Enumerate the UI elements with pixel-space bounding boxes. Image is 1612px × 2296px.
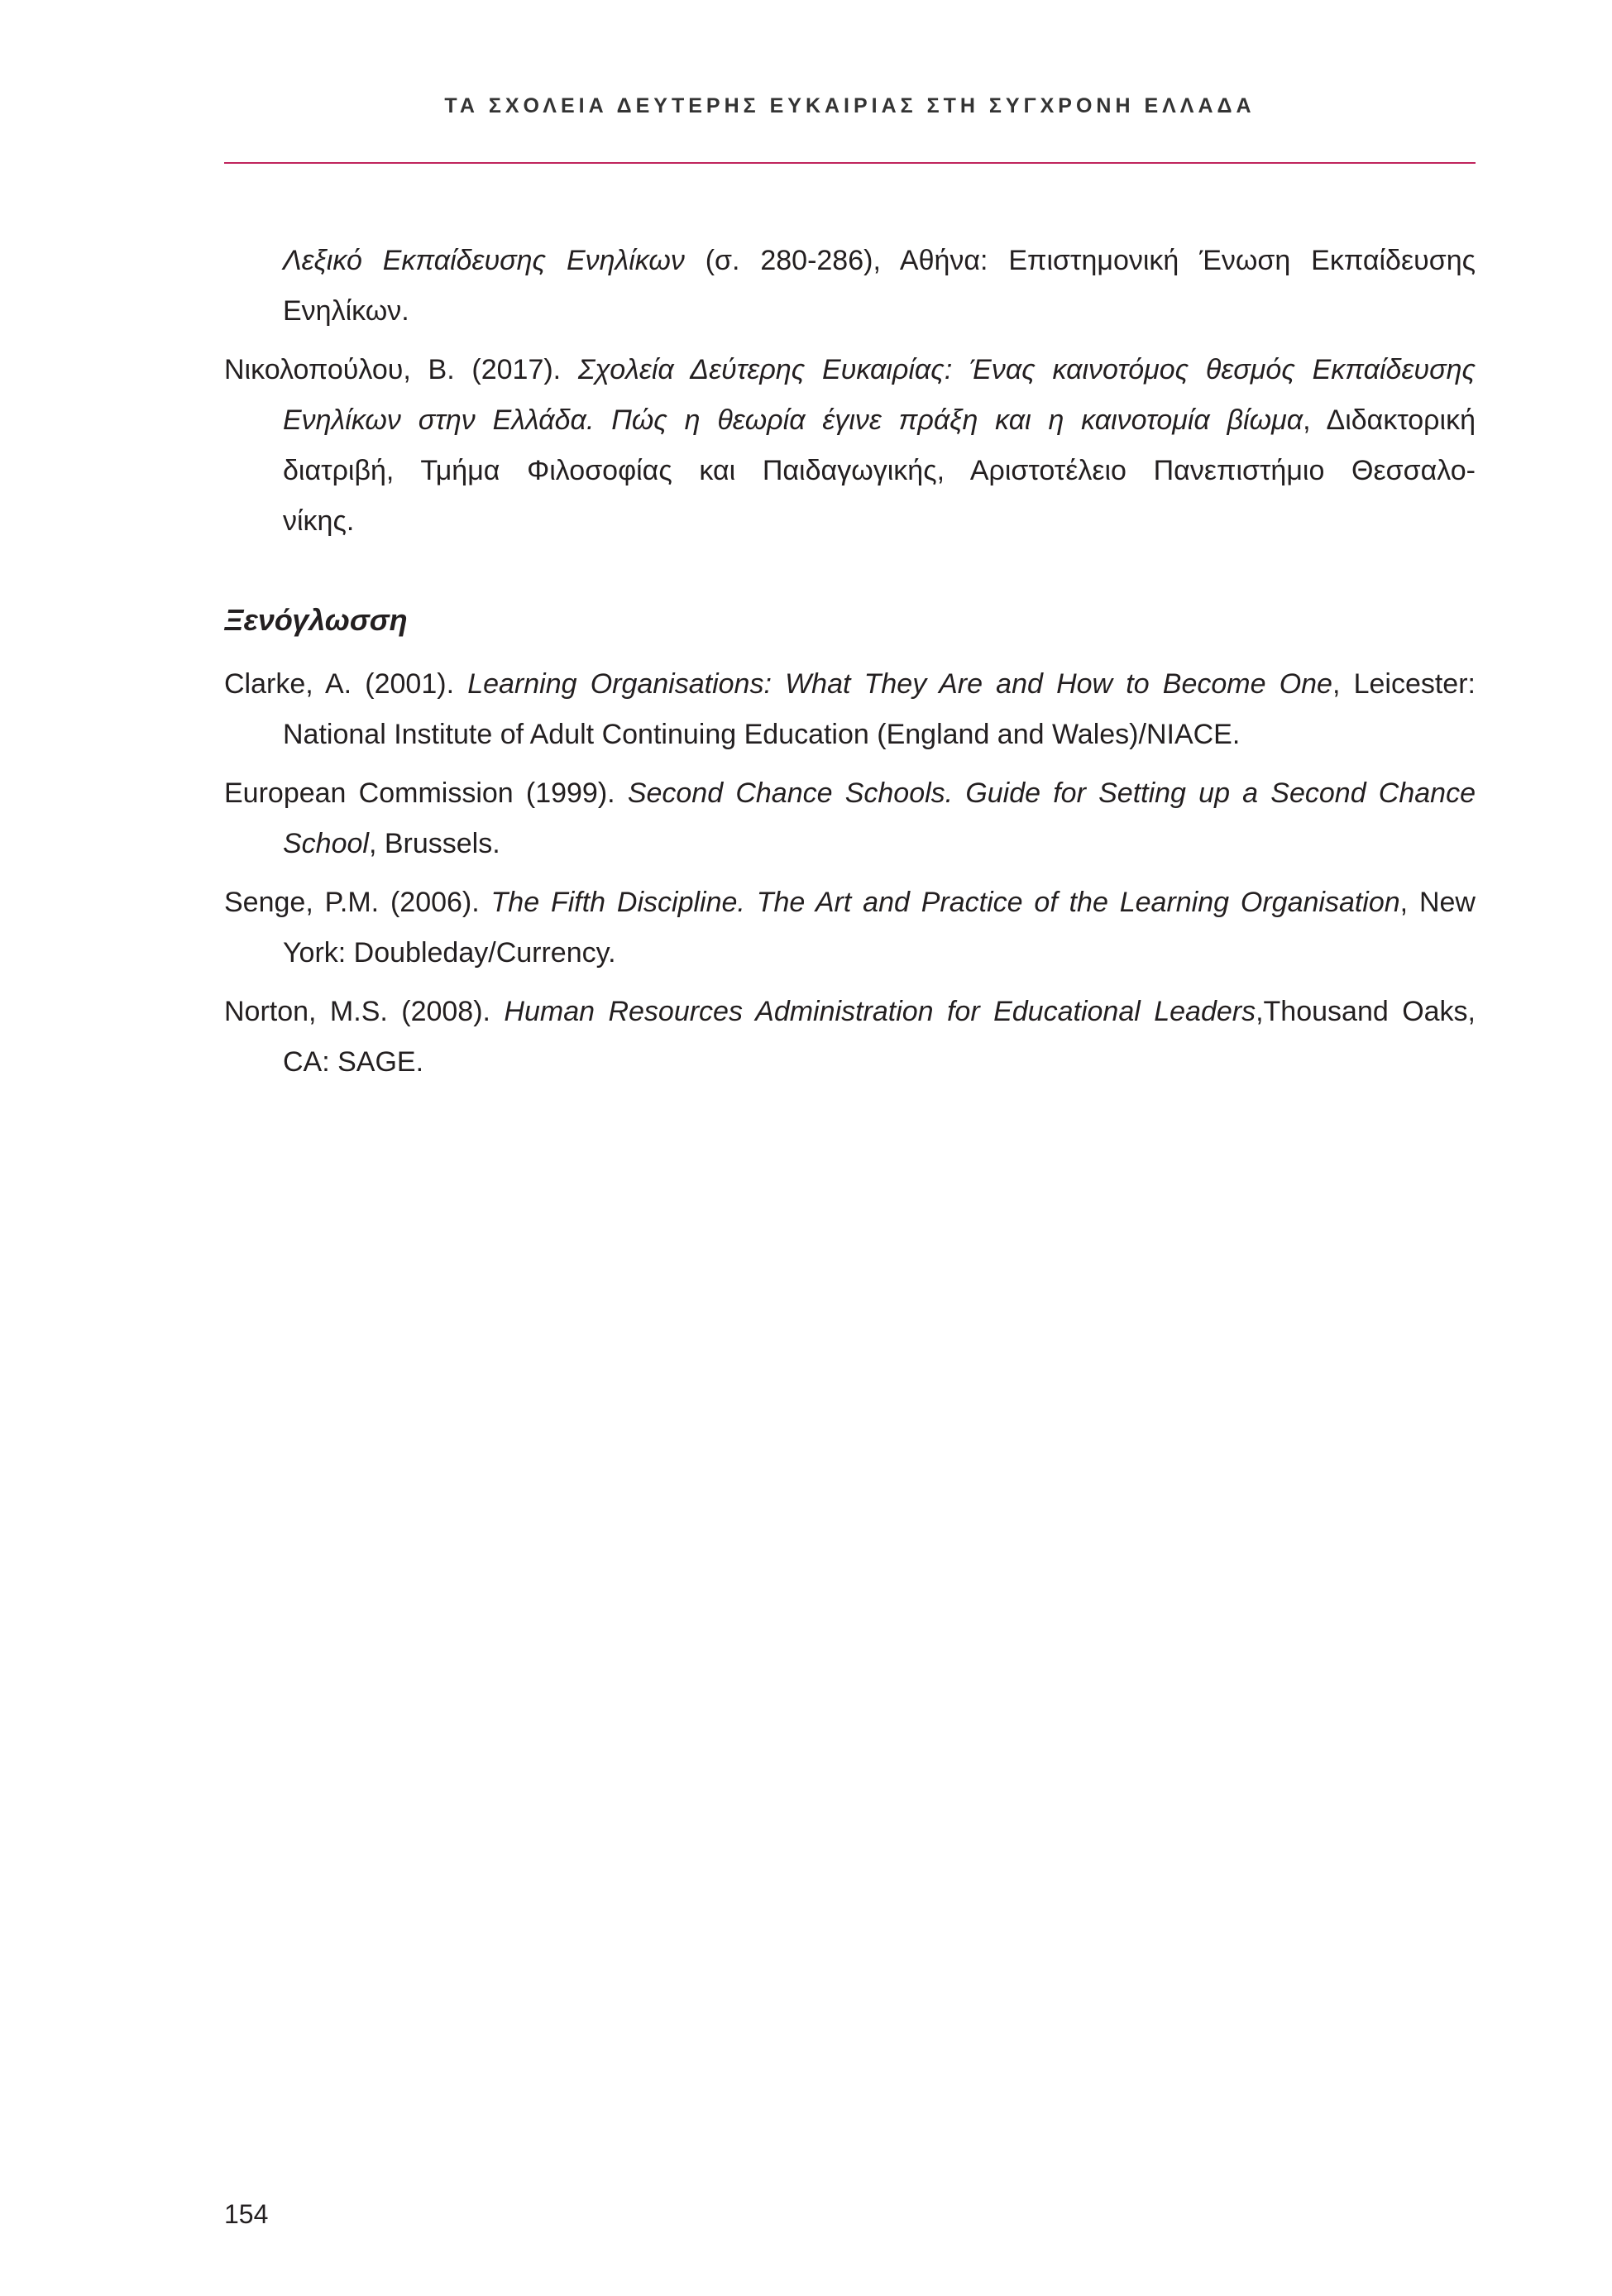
reference-entry	[224, 659, 1476, 760]
reference-title: School	[283, 828, 369, 859]
reference-text: Ενηλίκων.	[283, 295, 409, 327]
reference-title: Human Resources Administration for Educational Leaders	[504, 996, 1256, 1027]
reference-entry	[224, 345, 1476, 547]
reference-entry	[224, 878, 1476, 978]
reference-author: Clarke, A. (2001).	[224, 668, 468, 700]
reference-author: European Commission (1999).	[224, 777, 628, 809]
reference-line	[224, 878, 1476, 928]
reference-line	[224, 819, 1476, 869]
reference-title: Σχολεία Δεύτερης Ευκαιρίας: Ένας καινοτόμος θεσμός Εκπαίδευσης	[577, 354, 1476, 385]
reference-line	[224, 1037, 1476, 1088]
reference-line	[224, 395, 1476, 446]
reference-title: Second Chance Schools. Guide for Setting up a Second Chance	[627, 777, 1476, 809]
reference-line	[224, 286, 1476, 337]
page-number: 154	[224, 2199, 269, 2229]
reference-line	[224, 928, 1476, 978]
reference-line	[224, 710, 1476, 760]
reference-text: National Institute of Adult Continuing Education (England and Wales)/NIACE.	[283, 719, 1241, 750]
reference-author: Νικολοπούλου, Β. (2017).	[224, 354, 578, 385]
reference-text: York: Doubleday/Currency.	[283, 937, 616, 969]
reference-title: Ενηλίκων στην Ελλάδα. Πώς η θεωρία έγινε πράξη και η καινοτομία βίωμα	[283, 404, 1303, 436]
section-heading: Ξενόγλωσση	[224, 603, 408, 637]
reference-text: νίκης.	[283, 505, 355, 537]
reference-entry	[224, 987, 1476, 1088]
reference-text: , Brussels.	[368, 828, 500, 859]
reference-line	[224, 987, 1476, 1037]
reference-line	[224, 345, 1476, 395]
reference-title: Learning Organisations: What They Are and How to Become One	[467, 668, 1332, 700]
reference-line	[224, 768, 1476, 819]
reference-line	[224, 236, 1476, 286]
reference-line	[224, 446, 1476, 496]
reference-text: (σ. 280-286), Αθήνα: Επιστημονική Ένωση Εκπαίδευσης	[684, 245, 1476, 276]
reference-author: Senge, P.M. (2006).	[224, 887, 491, 918]
reference-text: ,Thousand Oaks,	[1256, 996, 1476, 1027]
reference-title: The Fifth Discipline. The Art and Practice of the Learning Organisation	[490, 887, 1400, 918]
reference-text: , New	[1399, 887, 1476, 918]
running-header: ΤΑ ΣΧΟΛΕΙΑ ΔΕΥΤΕΡΗΣ ΕΥΚΑΙΡΙΑΣ ΣΤΗ ΣΥΓΧΡΟΝΗ ΕΛΛΑΔΑ	[444, 94, 1256, 117]
reference-entry	[224, 768, 1476, 869]
reference-text: , Διδακτορική	[1303, 404, 1476, 436]
reference-line	[224, 496, 1476, 547]
reference-author: Norton, M.S. (2008).	[224, 996, 505, 1027]
references-body	[224, 236, 1476, 1088]
reference-text: διατριβή, Τμήμα Φιλοσοφίας και Παιδαγωγικής, Αριστοτέλειο Πανεπιστήμιο Θεσσαλο-	[283, 455, 1476, 486]
reference-line	[224, 659, 1476, 710]
header-rule	[224, 162, 1476, 164]
reference-entry	[224, 236, 1476, 337]
reference-text: CA: SAGE.	[283, 1046, 424, 1078]
reference-text: , Leicester:	[1332, 668, 1476, 700]
reference-title: Λεξικό Εκπαίδευσης Ενηλίκων	[283, 245, 685, 276]
